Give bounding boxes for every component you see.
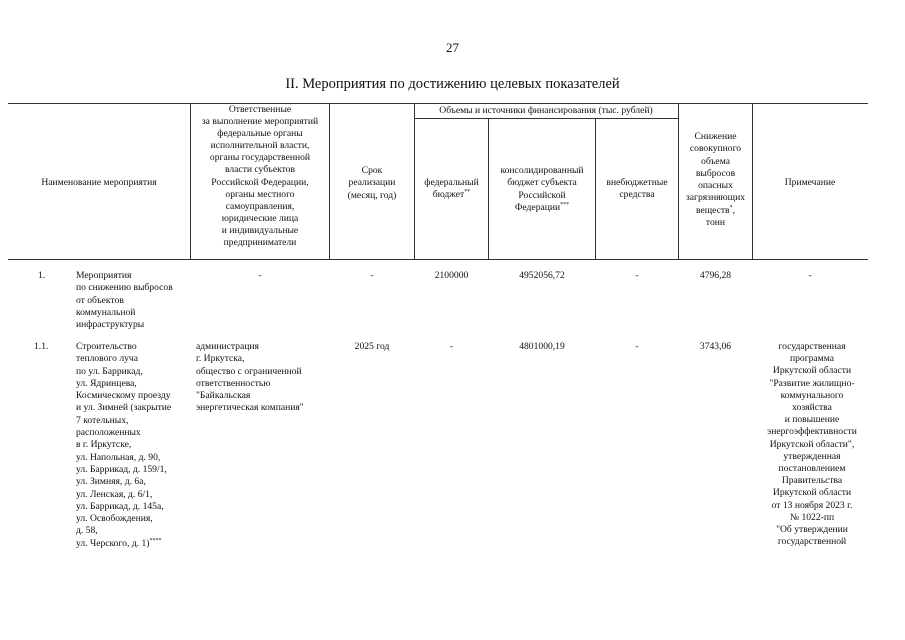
row-note: - [808, 270, 812, 281]
header-reduction [680, 131, 751, 229]
row-number: 1. [38, 270, 46, 281]
row-number: 1.1. [34, 341, 49, 352]
header-bottom-rule [8, 259, 868, 260]
page-number: 27 [446, 40, 459, 55]
row-offbudget: - [635, 270, 639, 281]
table-top-rule [8, 103, 868, 104]
header-offbudget: внебюджетные средства [606, 177, 668, 201]
header-name: Наименование мероприятия [41, 177, 157, 188]
header-consolidated-label: консолидированный бюджет субъекта Российской Федерации [500, 165, 584, 213]
header-federal-label: федеральный бюджет [424, 177, 479, 201]
col-divider [488, 118, 489, 259]
header-reduction-label: Снижение совокупного объема выбросов опасных загрязняющих веществ [685, 131, 745, 216]
row-responsible: - [258, 270, 262, 281]
header-responsible: Ответственные за выполнение мероприятий федеральные органы исполнительной власти, органы государственной власти субъектов Российской Федерации, органы местного самоуправления, юридические лица и индивидуальные предприниматели [201, 104, 319, 249]
header-federal [416, 177, 487, 202]
row-name: Мероприятия по снижению выбросов от объектов коммунальной инфраструктуры [76, 270, 173, 331]
row-responsible: администрация г. Иркутска, общество с ограниченной ответственностью "Байкальская энергетическая компания" [196, 341, 304, 414]
section-title: II. Мероприятия по достижению целевых показателей [285, 76, 620, 92]
header-consolidated-mark: *** [560, 201, 570, 208]
row-offbudget: - [635, 341, 639, 352]
funding-group-rule [414, 118, 678, 119]
header-reduction-unit: , тонн [705, 204, 735, 229]
row-consolidated: 4801000,19 [519, 341, 565, 352]
row-reduction: 3743,06 [699, 341, 732, 352]
row-name [76, 341, 190, 550]
row-note: государственная программа Иркутской области "Развитие жилищно- коммунального хозяйства и повышение энергоэффективности Иркутской области", утвержденная постановлением Правительства Иркутской области от 13 ноября 2023 г. № 1022-пп "Об утверждении государственной [767, 341, 857, 548]
row-reduction: 4796,28 [699, 270, 732, 281]
col-divider [414, 103, 415, 259]
header-consolidated [490, 165, 594, 214]
row-federal: 2100000 [434, 270, 469, 281]
col-divider [595, 118, 596, 259]
row-federal: - [449, 341, 454, 352]
col-divider [678, 103, 679, 259]
col-divider [190, 103, 191, 259]
row-term: 2025 год [354, 341, 390, 352]
row-name-mark: **** [149, 537, 162, 544]
col-divider [752, 103, 753, 259]
header-funding-group: Объемы и источники финансирования (тыс. рублей) [439, 105, 653, 116]
header-term: Срок реализации (месяц, год) [347, 165, 397, 201]
header-federal-mark: ** [464, 189, 471, 196]
header-note: Примечание [784, 177, 836, 188]
row-consolidated: 4952056,72 [519, 270, 565, 281]
row-term: - [370, 270, 374, 281]
row-name-text: Строительство теплового луча по ул. Баррикад, ул. Ядринцева, Космическому проезду и ул. Зимней (закрытие 7 котельных, расположенных в г. Иркутске, ул. Напольная, д. 90, ул. Баррикад, д. 159/1, ул. Зимняя, д. 6а, ул. Ленская, д. 6/1, ул. Баррикад, д. 145а, ул. Освобождения, д. 58, ул. Черского, д. 1) [76, 341, 172, 549]
col-divider [329, 103, 330, 259]
header-reduction-mark: * [729, 204, 733, 211]
